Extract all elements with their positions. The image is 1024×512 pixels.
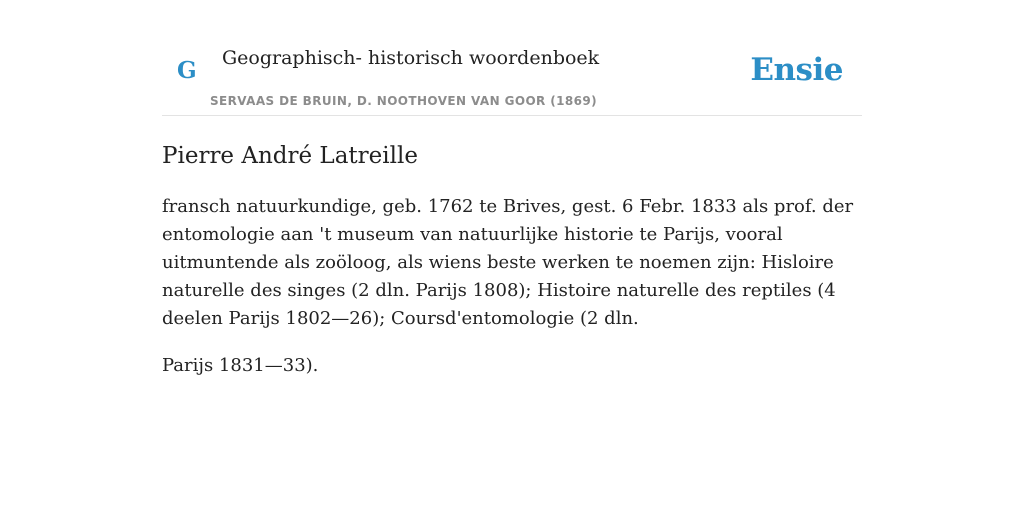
entry-body: [162, 193, 862, 380]
book-logo-icon[interactable]: G: [177, 57, 197, 84]
ensie-logo[interactable]: Ensie: [750, 52, 843, 88]
book-title-link[interactable]: Geographisch- historisch woordenboek: [222, 47, 600, 69]
entry-paragraph: fransch natuurkundige, geb. 1762 te Brives, gest. 6 Febr. 1833 als prof. der entomologie aan 't museum van natuurlijke historie te Parijs, vooral uitmuntende als zoöloog, als wiens beste werken te noemen zijn: Hisloire naturelle des singes (2 dln. Parijs 1808); Histoire naturelle des reptiles (4 deelen Parijs 1802—26); Coursd'entomologie (2 dln.: [162, 196, 854, 329]
page-header: [162, 0, 862, 116]
book-authors: SERVAAS DE BRUIN, D. NOOTHOVEN VAN GOOR (1869): [210, 94, 598, 108]
page-content: [162, 0, 862, 399]
entry-title: Pierre André Latreille: [162, 143, 418, 169]
entry-paragraph: Parijs 1831—33).: [162, 355, 319, 376]
